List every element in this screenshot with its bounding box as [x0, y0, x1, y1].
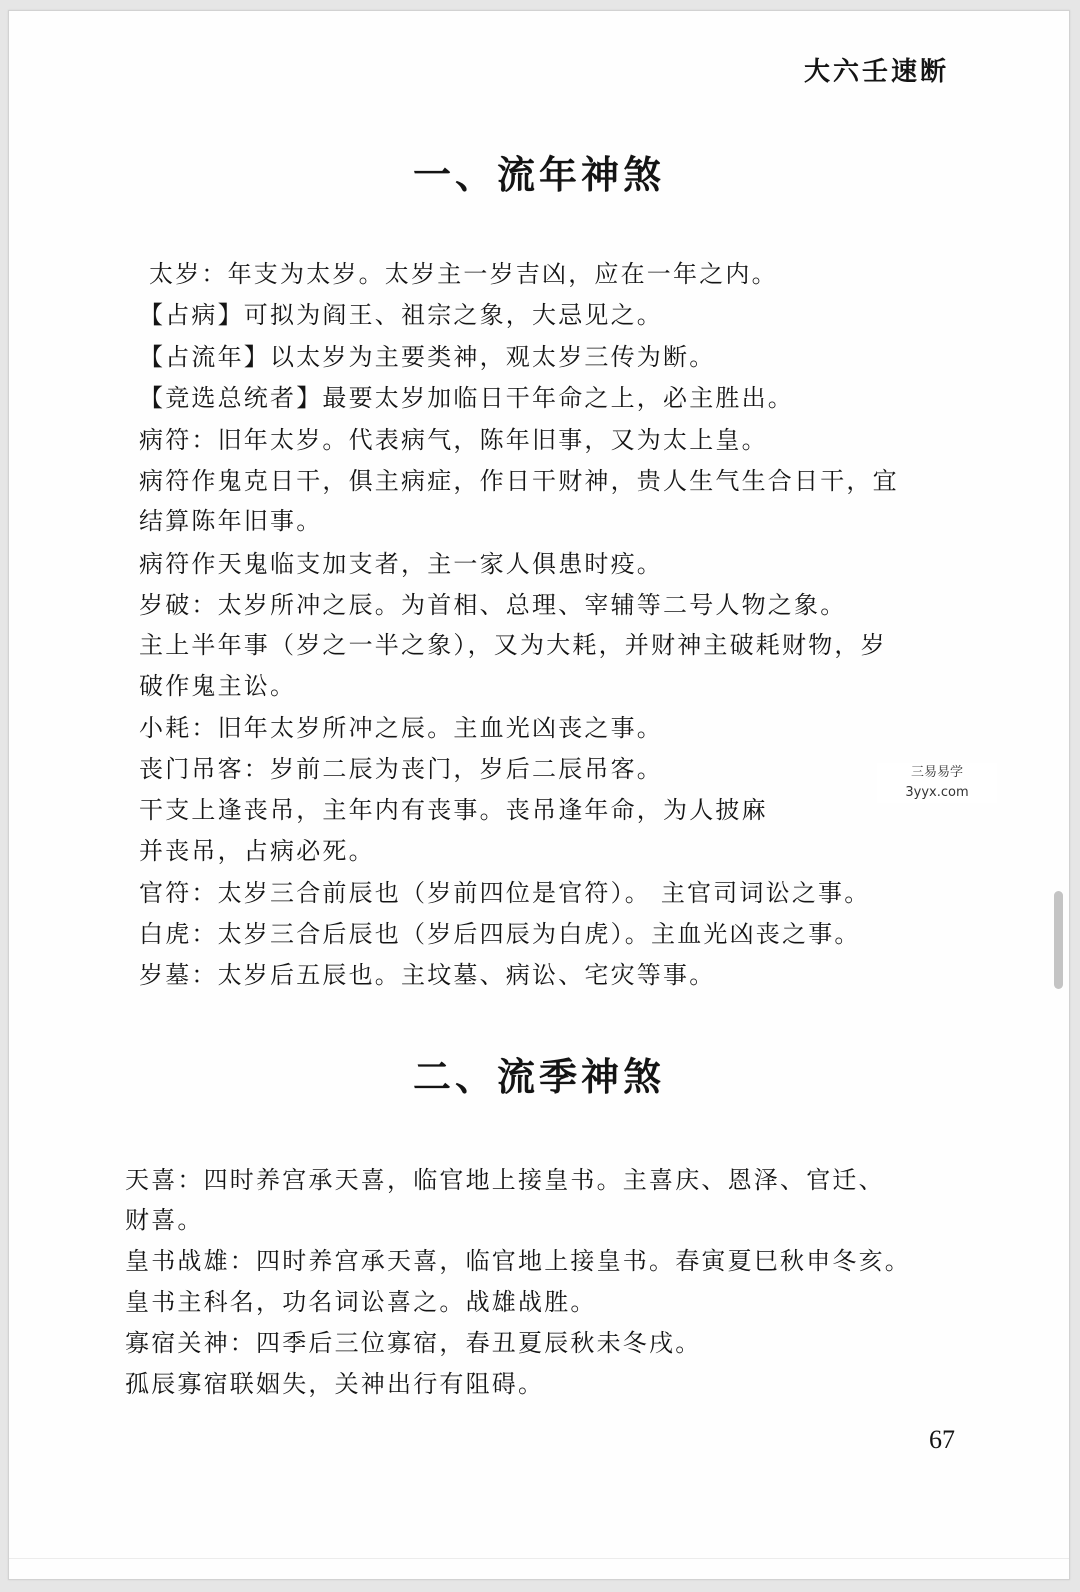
text-line: 病符作天鬼临支加支者，主一家人俱患时疫。	[139, 550, 663, 578]
text-line: 官符：太岁三合前辰也（岁前四位是官符）。 主官司词讼之事。	[139, 879, 871, 907]
text-line: 白虎：太岁三合后辰也（岁后四辰为白虎）。主血光凶丧之事。	[139, 920, 861, 948]
text-line: 财喜。	[125, 1206, 204, 1234]
watermark-title: 三易易学	[910, 765, 963, 780]
running-header: 大六壬速断	[803, 57, 949, 87]
text-line: 【竞选总统者】最要太岁加临日干年命之上，必主胜出。	[139, 384, 794, 412]
text-line: 破作鬼主讼。	[139, 672, 297, 700]
text-line: 并丧吊，占病必死。	[139, 837, 375, 865]
text-line: 主上半年事（岁之一半之象），又为大耗，并财神主破耗财物，岁	[139, 631, 887, 659]
section-heading-annual: 一、流年神煞	[412, 153, 665, 197]
text-line: 岁破：太岁所冲之辰。为首相、总理、宰辅等二号人物之象。	[139, 591, 847, 619]
page-number: 67	[929, 1425, 955, 1454]
text-line: 寡宿关神：四季后三位寡宿，春丑夏辰秋未冬戌。	[125, 1329, 702, 1357]
text-line: 病符：旧年太岁。代表病气，陈年旧事，又为太上皇。	[139, 426, 768, 454]
text-line: 小耗：旧年太岁所冲之辰。主血光凶丧之事。	[139, 714, 663, 742]
text-line: 干支上逢丧吊，主年内有丧事。丧吊逢年命，为人披麻	[139, 796, 768, 824]
book-page	[8, 10, 1070, 1580]
text-line: 【占病】可拟为阎王、祖宗之象，大忌见之。	[139, 301, 663, 329]
text-line: 皇书主科名，功名词讼喜之。战雄战胜。	[125, 1288, 597, 1316]
text-line: 病符作鬼克日干，俱主病症，作日干财神，贵人生气生合日干，宜	[139, 467, 899, 495]
text-line: 皇书战雄：四时养宫承天喜，临官地上接皇书。春寅夏巳秋申冬亥。	[125, 1247, 911, 1275]
text-line: 【占流年】以太岁为主要类神，观太岁三传为断。	[139, 343, 716, 371]
text-line: 天喜：四时养宫承天喜，临官地上接皇书。主喜庆、恩泽、官迁、	[125, 1166, 885, 1194]
site-watermark	[877, 763, 997, 803]
text-line: 丧门吊客：岁前二辰为丧门，岁后二辰吊客。	[139, 755, 663, 783]
text-line: 孤辰寡宿联姻失，关神出行有阻碍。	[125, 1370, 545, 1398]
text-line: 结算陈年旧事。	[139, 507, 323, 535]
section-heading-seasonal: 二、流季神煞	[412, 1055, 665, 1099]
text-line: 太岁：年支为太岁。太岁主一岁吉凶，应在一年之内。	[149, 260, 778, 288]
text-line: 岁墓：太岁后五辰也。主坟墓、病讼、宅灾等事。	[139, 961, 716, 989]
watermark-url: 3yyx.com	[905, 785, 969, 800]
scrollbar-thumb[interactable]	[1054, 891, 1063, 989]
footer-divider	[9, 1558, 1069, 1559]
